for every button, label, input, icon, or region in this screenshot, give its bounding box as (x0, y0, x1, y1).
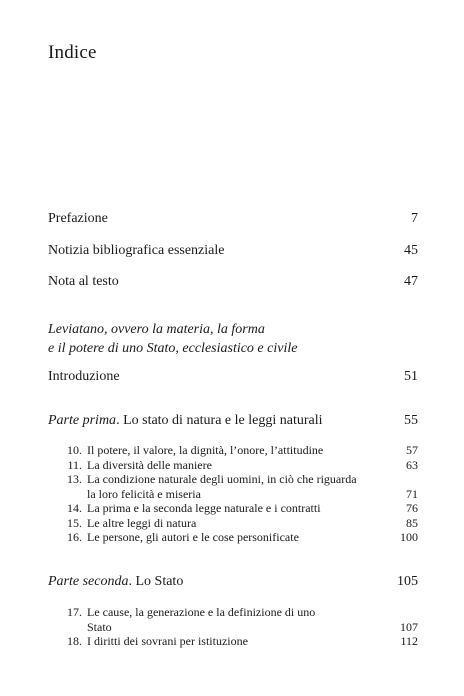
chapter-number: 10. (67, 443, 82, 457)
work-title-line: Leviatano, ovvero la materia, la forma (48, 322, 265, 337)
chapter-title: La diversità delle maniere (87, 458, 212, 472)
chapter-entry-14 (60, 501, 418, 516)
chapter-number: 18. (67, 634, 82, 648)
chapter-title-line: Le cause, la generazione e la definizione di uno (87, 605, 316, 619)
chapter-title-line: La condizione naturale degli uomini, in ciò che riguarda (87, 472, 357, 486)
chapter-title: Le persone, gli autori e le cose personificate (87, 530, 299, 544)
chapter-entry-18 (60, 634, 418, 649)
chapter-title: I diritti dei sovrani per istituzione (87, 634, 248, 648)
part-heading-text: . Lo stato di natura e le leggi naturali (116, 413, 323, 428)
chapter-number: 16. (67, 530, 82, 544)
toc-entry-page: 45 (404, 243, 418, 258)
toc-entry-label: Nota al testo (48, 274, 119, 289)
chapter-entry-17 (60, 605, 418, 635)
chapter-entry-15 (60, 516, 418, 531)
toc-entry-label: Prefazione (48, 211, 108, 226)
chapter-title-line: la loro felicità e miseria (87, 486, 201, 501)
chapter-title-line: Stato (87, 619, 112, 634)
chapter-entry-10 (60, 443, 418, 458)
page-title: Indice (48, 42, 97, 63)
chapter-entry-13 (60, 472, 418, 502)
chapter-number: 15. (67, 516, 82, 530)
chapter-page: 100 (400, 530, 418, 545)
chapter-number: 11. (67, 458, 82, 472)
toc-entry-page: 55 (404, 413, 418, 428)
toc-entry-page: 7 (411, 211, 418, 226)
work-title-line: e il potere di uno Stato, ecclesiastico e civile (48, 341, 298, 356)
chapter-title: La prima e la seconda legge naturale e i contratti (87, 501, 321, 515)
chapter-title: Il potere, il valore, la dignità, l’onore, l’attitudine (87, 443, 324, 457)
toc-entry-page: 105 (397, 574, 418, 589)
toc-entry-label: Notizia bibliografica essenziale (48, 243, 225, 258)
toc-entry-label: Introduzione (48, 369, 120, 384)
work-title (48, 320, 297, 358)
toc-entry-page: 51 (404, 369, 418, 384)
chapter-title: Le altre leggi di natura (87, 516, 197, 530)
chapter-page: 107 (400, 620, 418, 635)
chapter-number: 17. (67, 605, 82, 619)
chapter-number: 14. (67, 501, 82, 515)
chapter-entry-11 (60, 458, 418, 473)
part-heading-italic: Parte seconda (48, 574, 129, 589)
chapter-page: 112 (400, 634, 418, 649)
chapter-page: 57 (406, 443, 418, 458)
part-heading-text: . Lo Stato (128, 574, 184, 589)
toc-entry-page: 47 (404, 274, 418, 289)
chapter-number: 13. (67, 472, 82, 486)
chapter-page: 76 (406, 501, 418, 516)
chapter-page: 85 (406, 516, 418, 531)
part-heading-italic: Parte prima (48, 413, 117, 428)
chapter-page: 63 (406, 458, 418, 473)
chapter-entry-16 (60, 530, 418, 545)
chapter-page: 71 (406, 487, 418, 502)
